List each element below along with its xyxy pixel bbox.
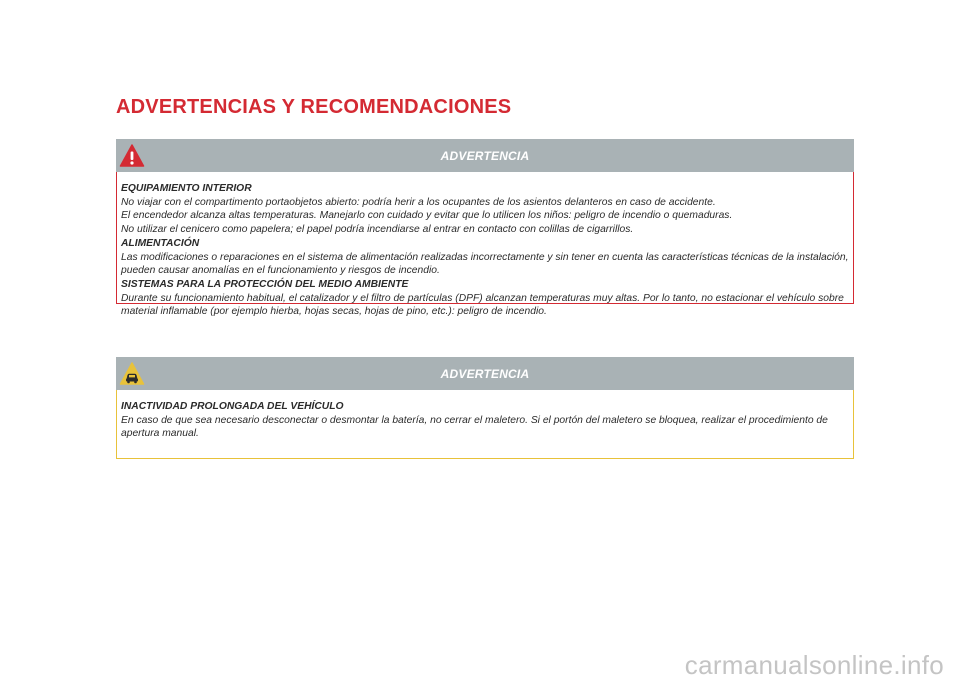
warning-header-label: ADVERTENCIA bbox=[440, 148, 530, 163]
paragraph: En caso de que sea necesario desconectar o desmontar la batería, no cerrar el maletero. Si el portón del maletero se bloquea, realizar el procedimiento de apertura manual. bbox=[121, 414, 828, 440]
section-heading-alimentacion: ALIMENTACIÓN bbox=[121, 237, 200, 249]
car-caution-icon bbox=[119, 361, 145, 387]
paragraph: No viajar con el compartimento portaobjetos abierto: podría herir a los ocupantes de los asientos delanteros en caso de accidente. bbox=[121, 196, 716, 208]
warning-body bbox=[116, 390, 854, 459]
warning-body bbox=[116, 172, 854, 318]
warning-triangle-icon bbox=[119, 143, 145, 169]
section-heading-inactividad: INACTIVIDAD PROLONGADA DEL VEHÍCULO bbox=[121, 401, 344, 412]
paragraph: El encendedor alcanza altas temperaturas. Manejarlo con cuidado y evitar que lo utilicen los niños: peligro de incendio o quemaduras. bbox=[121, 210, 733, 222]
warning-header bbox=[116, 139, 854, 172]
warning-box-red bbox=[116, 139, 854, 318]
paragraph: Durante su funcionamiento habitual, el catalizador y el filtro de partículas (DPF) alcanzan temperaturas muy altas. Por lo tanto, no estacionar el vehículo sobre material inflamable (por ejemplo hierba, hojas secas, hojas de pino, etc.): peligro de incendio. bbox=[121, 292, 844, 318]
paragraph: Las modificaciones o reparaciones en el sistema de alimentación realizadas incorrectamente y sin tener en cuenta las características técnicas de la instalación, pueden causar anomalías en el funcionamiento y riesgos de incendio. bbox=[121, 251, 849, 277]
page-title: ADVERTENCIAS Y RECOMENDACIONES bbox=[116, 96, 512, 118]
warning-header-label: ADVERTENCIA bbox=[440, 366, 530, 381]
paragraph: No utilizar el cenicero como papelera; el papel podría incendiarse al entrar en contacto con colillas de cigarrillos. bbox=[121, 224, 634, 236]
section-heading-medio-ambiente: SISTEMAS PARA LA PROTECCIÓN DEL MEDIO AMBIENTE bbox=[121, 278, 409, 290]
warning-header bbox=[116, 357, 854, 390]
section-heading-equipamiento: EQUIPAMIENTO INTERIOR bbox=[121, 183, 252, 194]
warning-box-yellow bbox=[116, 357, 854, 459]
watermark: carmanualsonline.info bbox=[684, 650, 944, 680]
